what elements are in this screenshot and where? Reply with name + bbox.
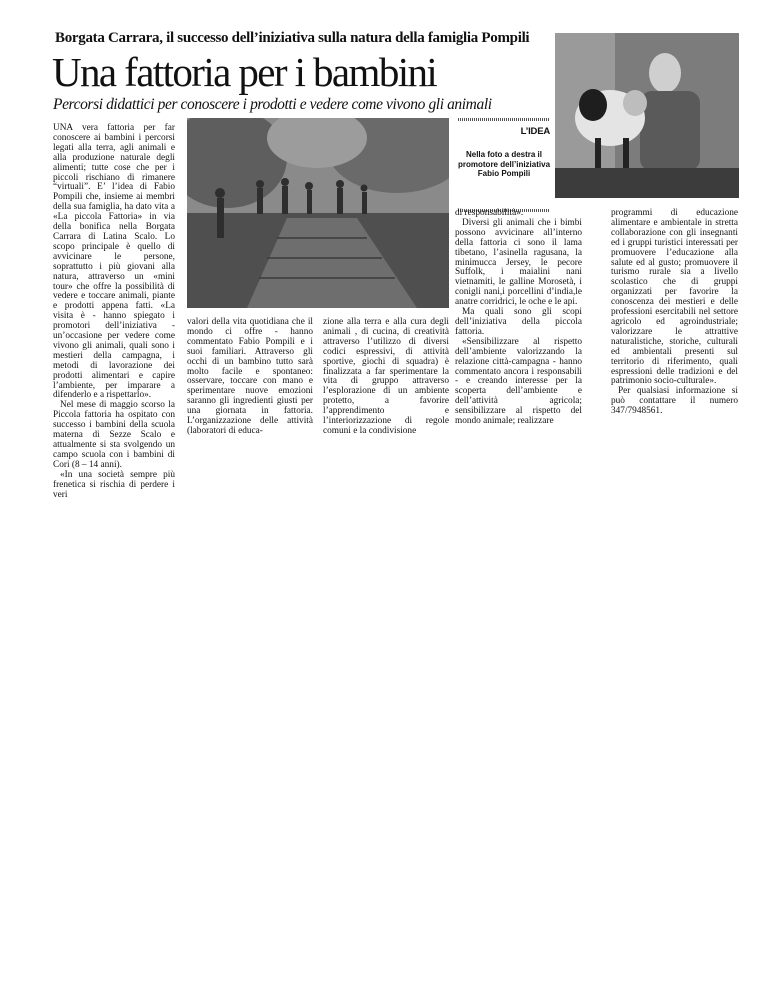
- article-column-5: [611, 209, 738, 417]
- paragraph: valori della vita quotidiana che il mondo ci offre - hanno commentato Fabio Pompili e i suoi familiari. Attraverso gli occhi di un bambino tutto sarà molto facile e spontaneo: osservare, toccare con mano e sperimentare nuove emozioni saranno gli ingredienti giusti per una giornata in fattoria. L’organizzazione delle attività (laboratori di educa-: [187, 317, 313, 436]
- sidebox-label: L’IDEA: [520, 126, 550, 137]
- paragraph: di responsabilità».: [455, 208, 524, 218]
- paragraph: programmi di educazione alimentare e ambientale in stretta collaborazione con gli insegnanti ed i gruppi turistici interessati per promuovere l’educazione alla salute ed al gusto; promuovere il turismo rurale sia a livello scolastico che di gruppi organizzati per favorire la conoscenza dei mestieri e delle professioni esercitabili nel settore agricolo ed agroindustriale; valorizzare le attrattive naturalistiche, storiche, culturali ed ambientali presenti sul territorio di riferimento, quali espressioni delle tradizioni e del patrimonio socio-culturale».: [611, 208, 738, 387]
- article-column-4: [455, 209, 582, 427]
- article-subtitle: Percorsi didattici per conoscere i prodotti e vedere come vivono gli animali: [53, 96, 492, 113]
- paragraph: Per qualsiasi informazione si può contattare il numero 347/7948561.: [611, 386, 738, 417]
- paragraph: zione alla terra e alla cura degli animali , di cucina, di creatività attraverso l’utilizzo di diversi codici espressivi, di attività sportive, giochi di squadra) è finalizzata a far sperimentare la vita di gruppo attraverso l’esplorazione di un ambiente protetto, a favorire l’apprendimento e l’interiorizzazione di regole comuni e la condivisione: [323, 317, 449, 436]
- article-headline: Una fattoria per i bambini: [52, 49, 437, 95]
- paragraph: Ma quali sono gli scopi dell’iniziativa della piccola fattoria.: [455, 307, 582, 337]
- promoter-photo: [555, 33, 739, 198]
- article-column-1: [53, 124, 175, 500]
- sidebox-top-rule: [458, 118, 550, 121]
- article-column-2: [187, 318, 313, 437]
- photo-caption: Nella foto a destra il promotore dell’iniziativa Fabio Pompili: [458, 150, 551, 178]
- paragraph: Nel mese di maggio scorso la Piccola fattoria ha ospitato con successo i bambini della scuola materna di Sezze Scalo e attualmente si sta svolgendo un campo scuola con i bambini di Cori (8 – 14 anni).: [53, 400, 175, 470]
- article-kicker: Borgata Carrara, il successo dell’iniziativa sulla natura della famiglia Pompili: [55, 30, 530, 46]
- paragraph: UNA vera fattoria per far conoscere ai bambini i percorsi legati alla terra, agli animali e alla produzione naturale degli alimenti; tutte cose che per i piccoli rischiano di rimanere “virtuali”. E’ l’idea di Fabio Pompili che, insieme ai membri della sua famiglia, ha dato vita a «La piccola Fattoria» in via della bonifica nella Borgata Carrara di Latina Scalo. Lo scopo principale è quello di avvicinare le persone, soprattutto i più giovani alla natura, attraverso un «mini tour» che offre la possibilità di vedere e toccare animali, piante e prodotti appena fatti. «La visita è - hanno spiegato i promotori dell’iniziativa - un’occasione per vedere come vivono gli animali, quali sono i mestieri della campagna, i metodi di lavorazione dei prodotti alimentari e capire l’ambiente, per imparare a difenderlo e a rispettarlo».: [53, 123, 175, 401]
- promoter-photo-image: [555, 33, 739, 198]
- paragraph: Diversi gli animali che i bimbi possono avvicinare all’interno della fattoria ci sono il lama tibetano, l’asinella ragusana, la minimucca Jersey, le pecore Suffolk, i maialini nani vietnamiti, le galline Morosetà, i conigli nani,i porcellini d’india,le anatre corridrici, le oche e le api.: [455, 217, 582, 308]
- article-column-3: [323, 318, 449, 437]
- farm-children-photo-image: [187, 118, 449, 308]
- paragraph: «In una società sempre più frenetica si rischia di perdere i veri: [53, 469, 175, 500]
- idea-sidebox: [458, 118, 550, 212]
- paragraph: «Sensibilizzare al rispetto dell’ambiente valorizzando la relazione città-campagna - hanno commentato ancora i responsabili - e creando interesse per la scoperta dell’ambiente e dell’attività agricola; sensibilizzare al rispetto del mondo animale; realizzare: [455, 336, 582, 427]
- farm-children-photo: [187, 118, 449, 308]
